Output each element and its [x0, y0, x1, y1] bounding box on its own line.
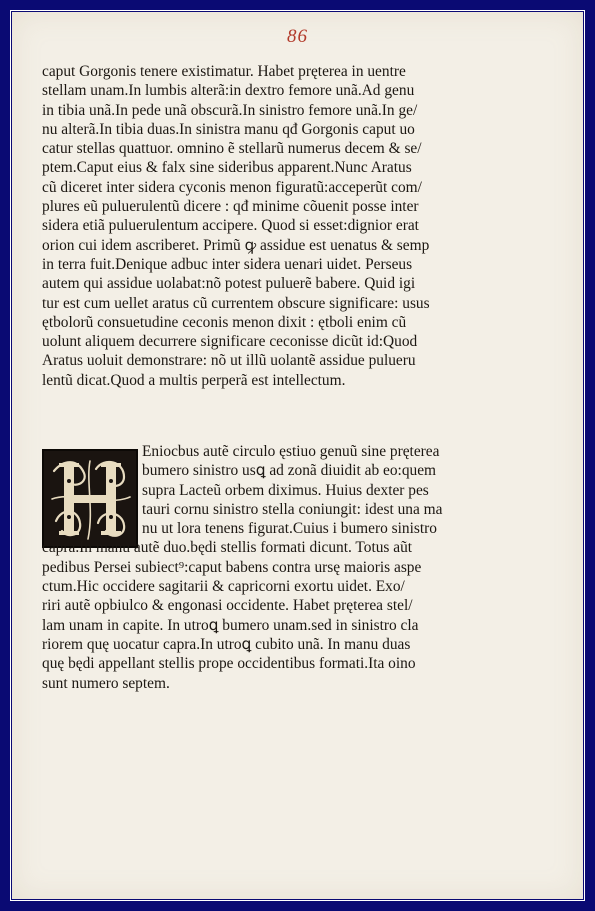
text-line: Aratus uoluit demonstrare: nõ ut illũ uolantẽ assidue pulueru	[42, 352, 416, 370]
text-line: capra.In manu autẽ duo.będi stellis formati dicunt. Totus aũt	[42, 539, 413, 557]
text-line: caput Gorgonis tenere existimatur. Habet pręterea in uentre	[42, 63, 406, 80]
text-line: bumero sinistro usꝗ ad zonã diuidit ab eo:quem	[142, 462, 437, 480]
text-line: autem qui assidue uolabat:nõ potest puluerẽ babere. Quid igi	[42, 275, 416, 293]
text-line: tauri cornu sinistro stella coniungit: idest una ma	[142, 500, 443, 518]
text-line: riri autẽ opbiulco & engonasi occidente. Habet pręterea stel/	[42, 597, 413, 615]
paragraph-1	[42, 62, 542, 390]
page-number: 86	[287, 26, 308, 47]
text-line: ctum.Hic occidere sagitarii & capricorni exortu uidet. Exo/	[42, 578, 405, 596]
text-line: quę będi appellant stellis prope occidentibus formati.Ita oino	[42, 655, 416, 673]
manuscript-page	[12, 12, 583, 899]
text-line: nu alterã.In tibia duas.In sinistra manu qđ Gorgonis caput uo	[42, 120, 415, 138]
text-line: pedibus Persei subiect⁹:caput babens contra ursę maioris aspe	[42, 558, 422, 576]
text-line: lam unam in capite. In utroꝗ bumero unam.sed in sinistro cla	[42, 616, 419, 634]
text-line: in terra fuit.Denique adbuc inter sidera uenari uidet. Perseus	[42, 255, 413, 273]
text-line: riorem quę uocatur capra.In utroꝗ cubito unã. In manu duas	[42, 635, 411, 653]
text-line: plures eũ puluerulentũ dicere : qđ minime cõuenit posse inter	[42, 198, 419, 216]
text-line: ptem.Caput eius & falx sine sideribus apparent.Nunc Aratus	[42, 159, 412, 177]
text-line: Eniocbus autẽ circulo ęstiuo genuũ sine pręterea	[142, 443, 440, 460]
text-line: lentũ dicat.Quod a multis perperã est intellectum.	[42, 371, 346, 389]
text-line: sunt numero septem.	[42, 674, 170, 692]
paragraph-2	[42, 442, 542, 693]
text-line: cũ diceret inter sidera cyconis menon figuratũ:acceperũt com/	[42, 178, 422, 196]
text-line: uolunt aliquem decurrere significare ceconisse dicũt id:Quod	[42, 333, 418, 351]
text-line: ętbolorũ consuetudine ceconis menon dixit : ętboli enim cũ	[42, 313, 407, 331]
text-line: in tibia unã.In pede unã obscurã.In sinistro femore unã.In ge/	[42, 101, 418, 119]
text-line: stellam unam.In lumbis alterã:in dextro femore unã.Ad genu	[42, 82, 415, 100]
text-line: catur stellas quattuor. omnino ẽ stellarũ numerus decem & se/	[42, 140, 422, 158]
text-line: supra Lacteũ orbem diximus. Huius dexter pes	[142, 481, 429, 499]
text-line: orion cui idem ascriberet. Primũ ꝙ assidue est uenatus & semp	[42, 236, 430, 254]
text-line: nu ut lora tenens figurat.Cuius i bumero sinistro	[142, 520, 437, 538]
text-line: sidera etiã puluerulentum accipere. Quod si esset:dignior erat	[42, 217, 419, 235]
text-line: tur est cum uellet aratus cũ currentem obscure significare: usus	[42, 294, 430, 312]
